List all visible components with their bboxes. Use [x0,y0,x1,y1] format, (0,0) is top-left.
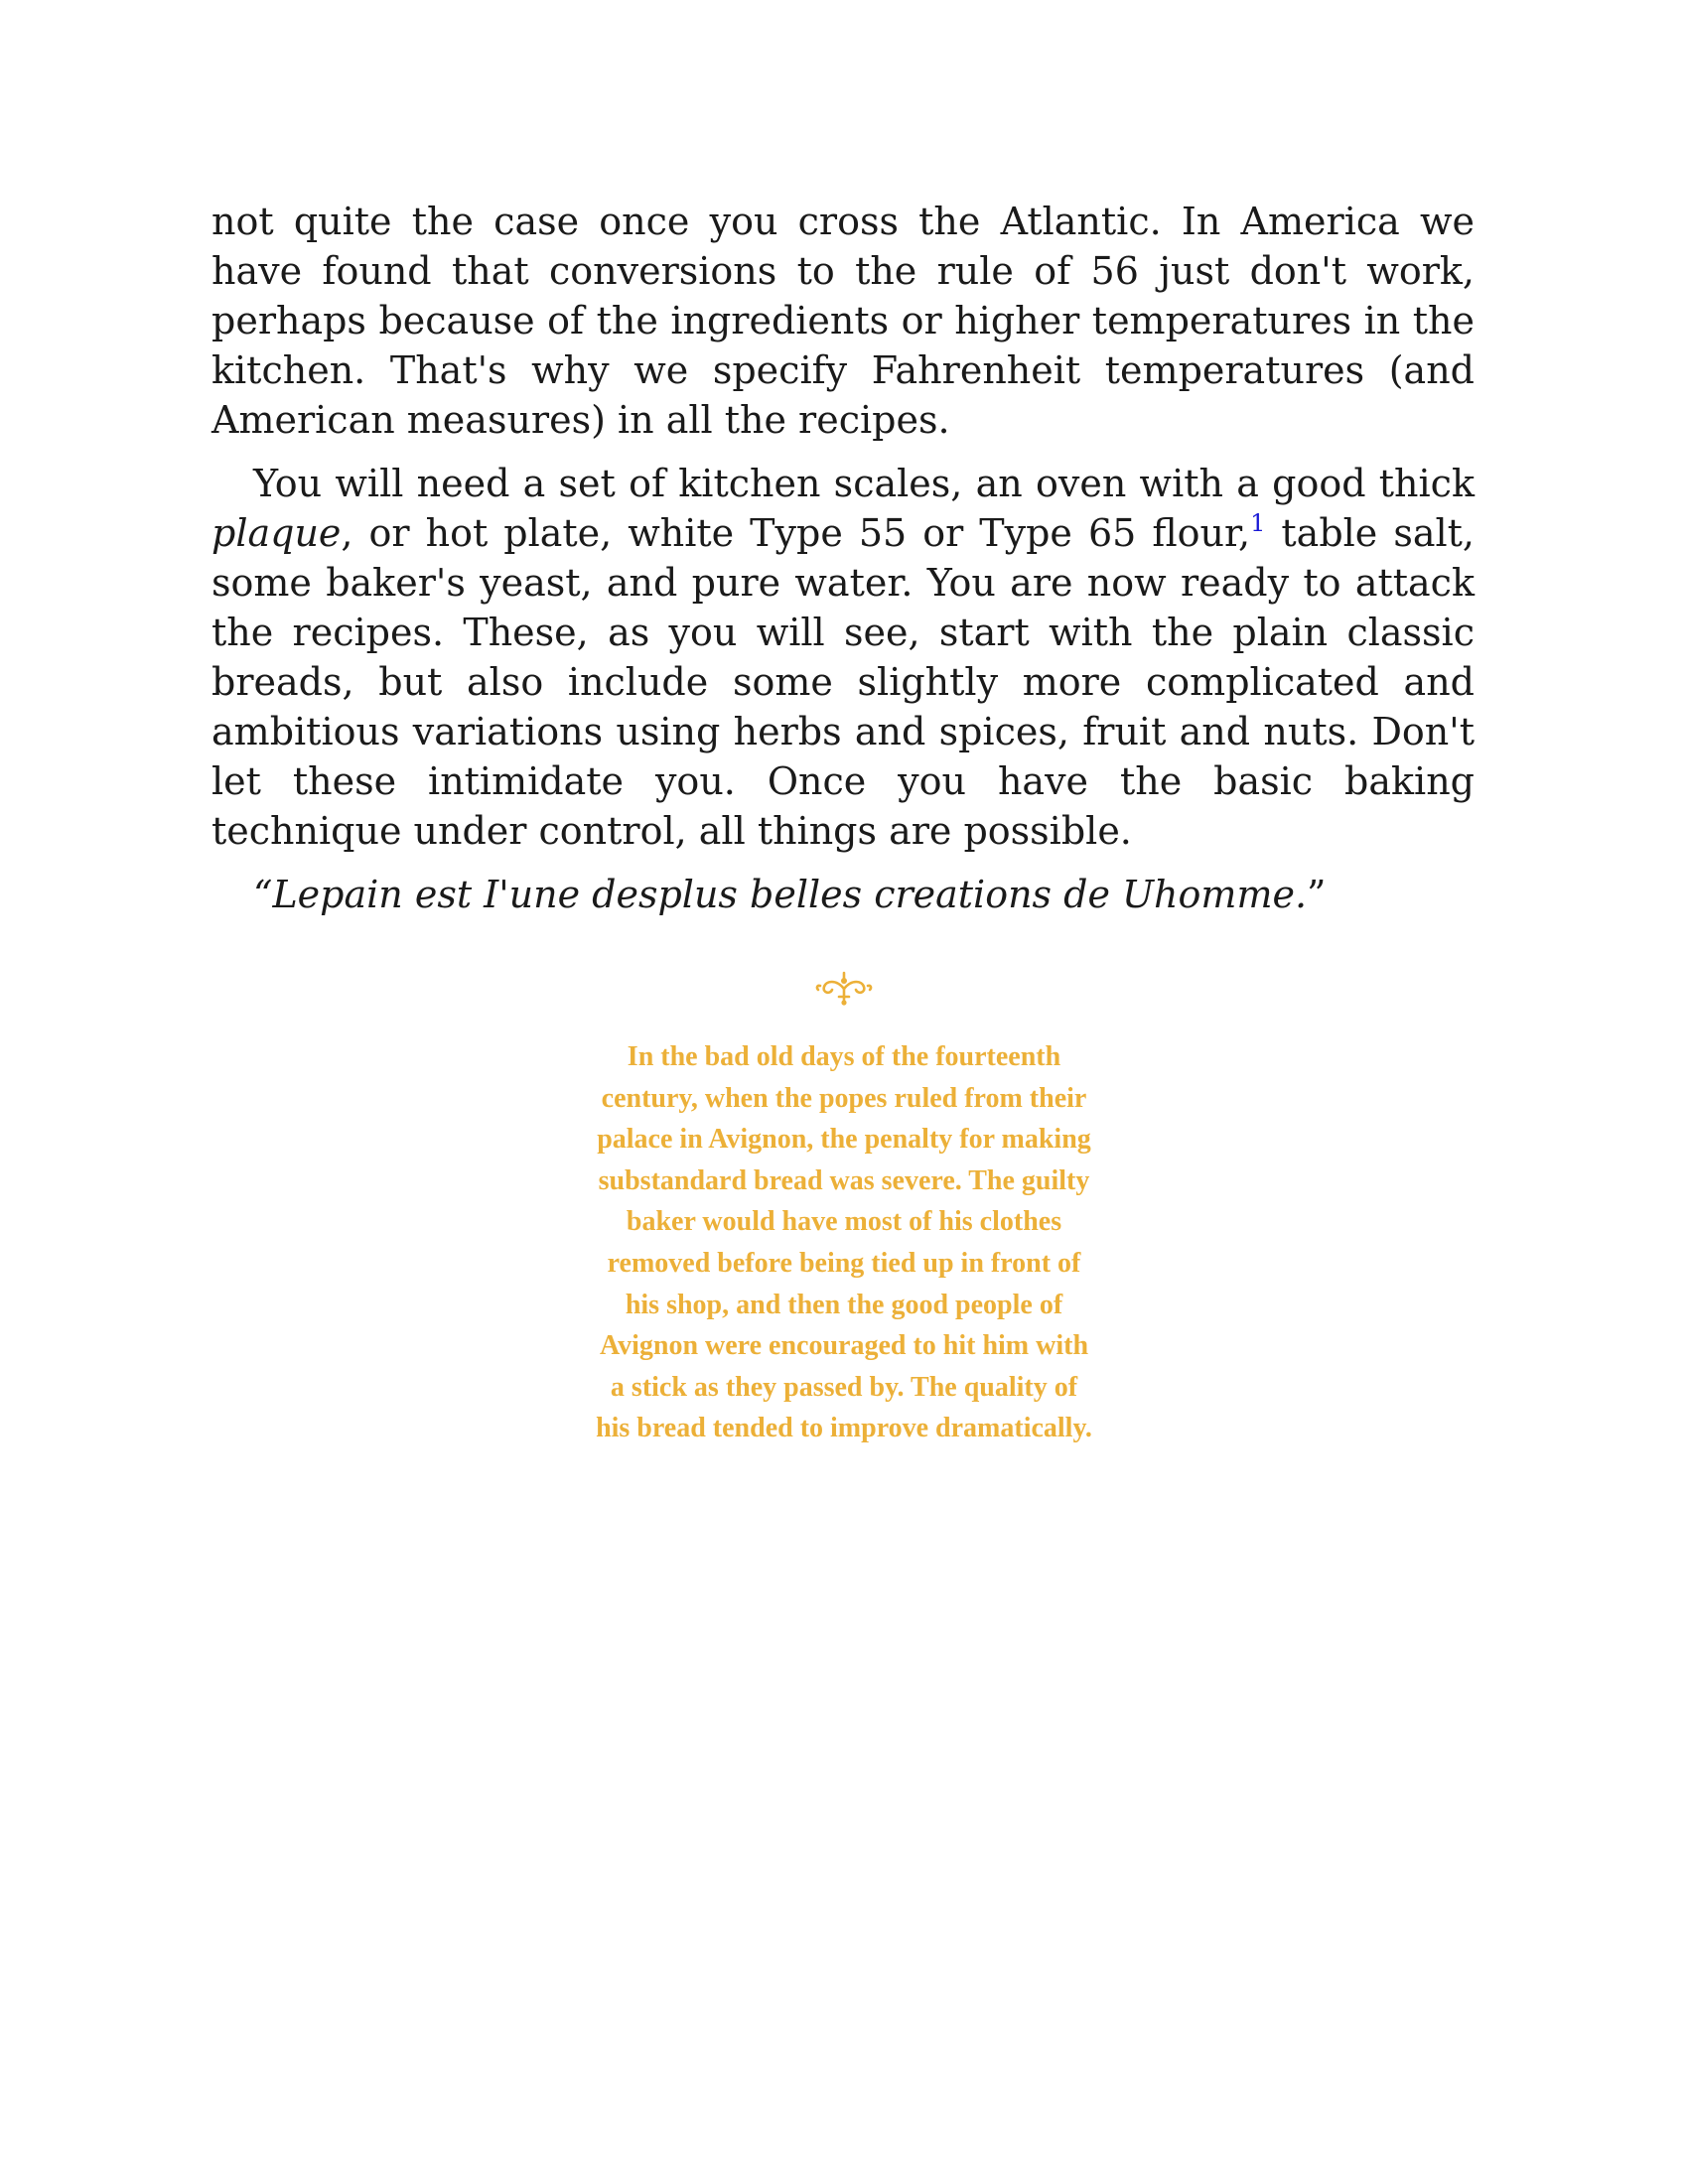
quote-close-mark: ” [1307,873,1327,916]
body-paragraph-2 [211,459,1475,856]
sidebar-line: his shop, and then the good people of [625,1289,1063,1320]
paragraph-2-start: You will need a set of kitchen scales, an oven with a good thick [253,462,1475,505]
sidebar-line: baker would have most of his clothes [626,1206,1062,1238]
footnote-link-1[interactable]: 1 [1250,509,1266,537]
paragraph-2-middle: , or hot plate, white Type 55 or Type 65 flour, [341,511,1251,555]
sidebar-line: substandard bread was severe. The guilty [598,1164,1090,1196]
paragraph-2-end: table salt, some baker's yeast, and pure water. You are now ready to attack the recipes. These, as you will see, start with the plain classic breads, but also include some slightly more complicated and ambitious variations using herbs and spices, fruit and nuts. Don't let these intimidate you. Once you have the basic baking technique under control, all things are possible. [211,511,1475,853]
french-quote [211,870,1475,919]
sidebar-line: Avignon were encouraged to hit him with [599,1330,1089,1362]
sidebar-line: century, when the popes ruled from their [601,1082,1087,1114]
sidebar-line: his bread tended to improve dramatically. [596,1413,1092,1444]
sidebar-line: palace in Avignon, the penalty for making [597,1124,1091,1156]
document-page [211,197,1475,919]
quote-open-mark: “ [253,873,273,916]
sidebar-line: a stick as they passed by. The quality of [610,1371,1078,1403]
body-paragraph-1: not quite the case once you cross the Atlantic. In America we have found that conversions to the rule of 56 just don't work, perhaps because of the ingredients or higher temperatures in the kitchen. That's why we specify Fahrenheit temperatures (and American measures) in all the recipes. [211,200,1475,442]
fleuron-icon [814,971,874,1007]
sidebar-anecdote [586,1036,1102,1449]
italic-term-plaque: plaque [211,511,342,555]
sidebar-line: In the bad old days of the fourteenth [627,1041,1061,1072]
sidebar-line: removed before being tied up in front of [607,1247,1081,1279]
quote-text: Lepain est I'une desplus belles creations de Uhomme. [272,873,1308,916]
